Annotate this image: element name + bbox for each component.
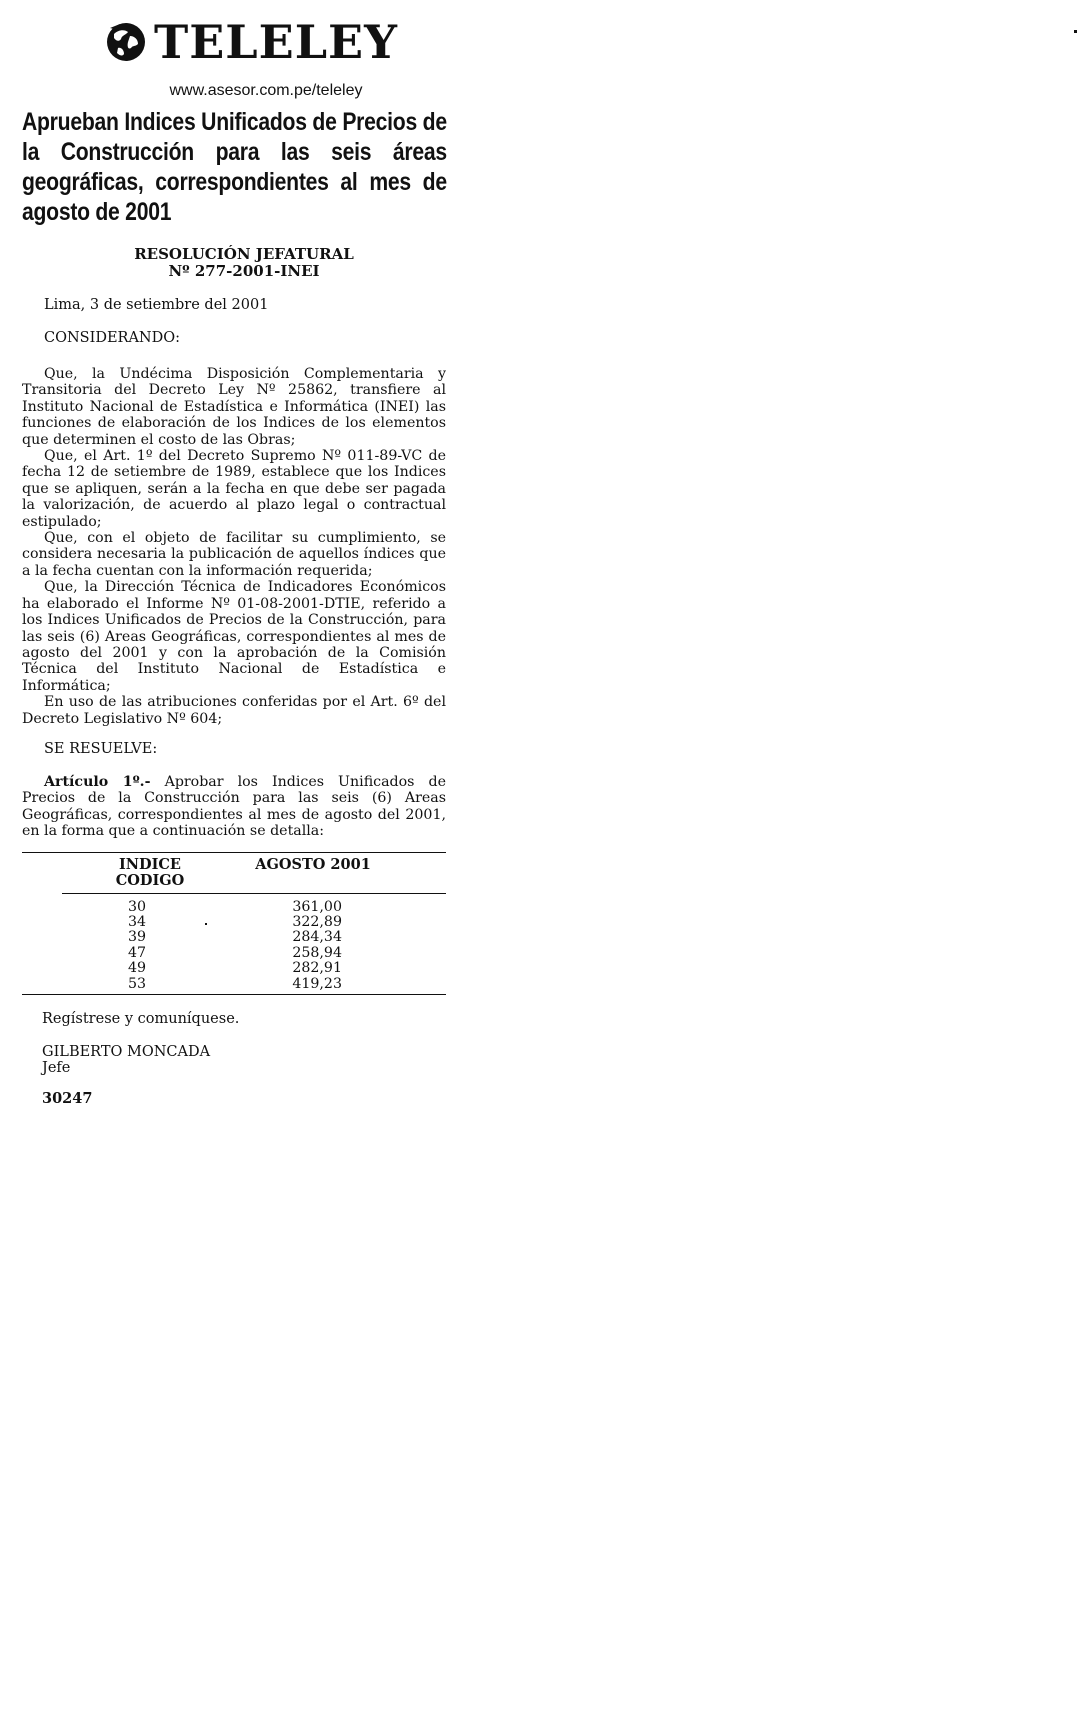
masthead-logo: [56, 14, 446, 70]
articulo-label: Artículo 1º.-: [44, 773, 151, 790]
considerando-body: [22, 366, 446, 727]
row-value: 284,34: [292, 929, 342, 946]
index-table: [22, 852, 446, 995]
globe-icon: [104, 20, 148, 64]
paragraph: Que, con el objeto de facilitar su cumplimiento, se considera necesaria la publicación de aquellos índices que a la fecha cuentan con la información requerida;: [22, 530, 446, 579]
row-code: 30: [127, 898, 146, 915]
row-code: 34: [127, 913, 146, 930]
scan-mark: [1074, 30, 1077, 33]
signature-block: [42, 1044, 446, 1076]
signatory-title: Jefe: [42, 1060, 71, 1076]
table-row: [22, 977, 446, 992]
paragraph: Que, la Undécima Disposición Complementaria y Transitoria del Decreto Ley Nº 25862, transfiere al Instituto Nacional de Estadística e Informática (INEI) las funciones de elaboración de los Indices de los elementos que determinen el costo de las Obras;: [22, 366, 446, 448]
signatory-name: GILBERTO MONCADA: [42, 1044, 211, 1060]
row-code: 53: [127, 975, 146, 992]
paragraph: Que, el Art. 1º del Decreto Supremo Nº 011-89-VC de fecha 12 de setiembre de 1989, establece que los Indices que se apliquen, serán a la fecha en que debe ser pagada la valorización, de acuerdo al plazo legal o contractual estipulado;: [22, 448, 446, 530]
resolution-title: [42, 246, 446, 280]
table-row: [22, 915, 446, 930]
document-column: [22, 14, 446, 1107]
row-value: 322,89: [292, 913, 342, 930]
table-row: [22, 930, 446, 945]
table-row: [22, 961, 446, 976]
document-code: 30247: [42, 1090, 93, 1107]
row-value: 258,94: [292, 944, 342, 961]
table-body: [22, 894, 446, 994]
header-code-line-1: INDICE: [119, 855, 181, 873]
row-code: 47: [127, 944, 146, 961]
table-header: [62, 853, 446, 894]
row-value: 419,23: [292, 975, 342, 992]
header-code: [22, 857, 238, 889]
table-row: [22, 900, 446, 915]
header-code-line-2: CODIGO: [115, 871, 185, 889]
articulo-paragraph: [22, 774, 446, 840]
se-resuelve-heading: SE RESUELVE:: [44, 740, 158, 757]
row-code: 49: [127, 960, 146, 977]
closing-line: Regístrese y comuníquese.: [42, 1011, 240, 1027]
row-value: 282,91: [292, 960, 342, 977]
document-date: Lima, 3 de setiembre del 2001: [44, 297, 269, 313]
stray-dot: [205, 923, 207, 925]
header-value: AGOSTO 2001: [255, 855, 371, 873]
resolution-line-2: Nº 277-2001-INEI: [168, 262, 320, 280]
resolution-line-1: RESOLUCIÓN JEFATURAL: [134, 245, 354, 263]
articulo-1: [22, 774, 446, 840]
masthead-title: TELELEY: [154, 15, 398, 69]
masthead-url[interactable]: www.asesor.com.pe/teleley: [169, 82, 363, 99]
row-code: 39: [127, 929, 146, 946]
table-row: [22, 946, 446, 961]
paragraph: En uso de las atribuciones conferidas por el Art. 6º del Decreto Legislativo Nº 604;: [22, 694, 446, 727]
row-value: 361,00: [292, 898, 342, 915]
articulo-text: Aprobar los Indices Unificados de Precios de la Construcción para las seis (6) Areas Geográficas, correspondientes al mes de agosto del 2001, en la forma que a continuación se detalla:: [22, 773, 446, 840]
paragraph: Que, la Dirección Técnica de Indicadores Económicos ha elaborado el Informe Nº 01-08-2001-DTIE, referido a los Indices Unificados de Precios de la Construcción, para las seis (6) Areas Geográficas, correspondientes al mes de agosto del 2001 y con la aprobación de la Comisión Técnica del Instituto Nacional de Estadística e Informática;: [22, 579, 446, 694]
headline: Aprueban Indices Unificados de Precios de la Construcción para las seis áreas geográficas, correspondientes al mes de agosto de 2001: [22, 109, 447, 226]
considerando-heading: CONSIDERANDO:: [44, 330, 181, 346]
